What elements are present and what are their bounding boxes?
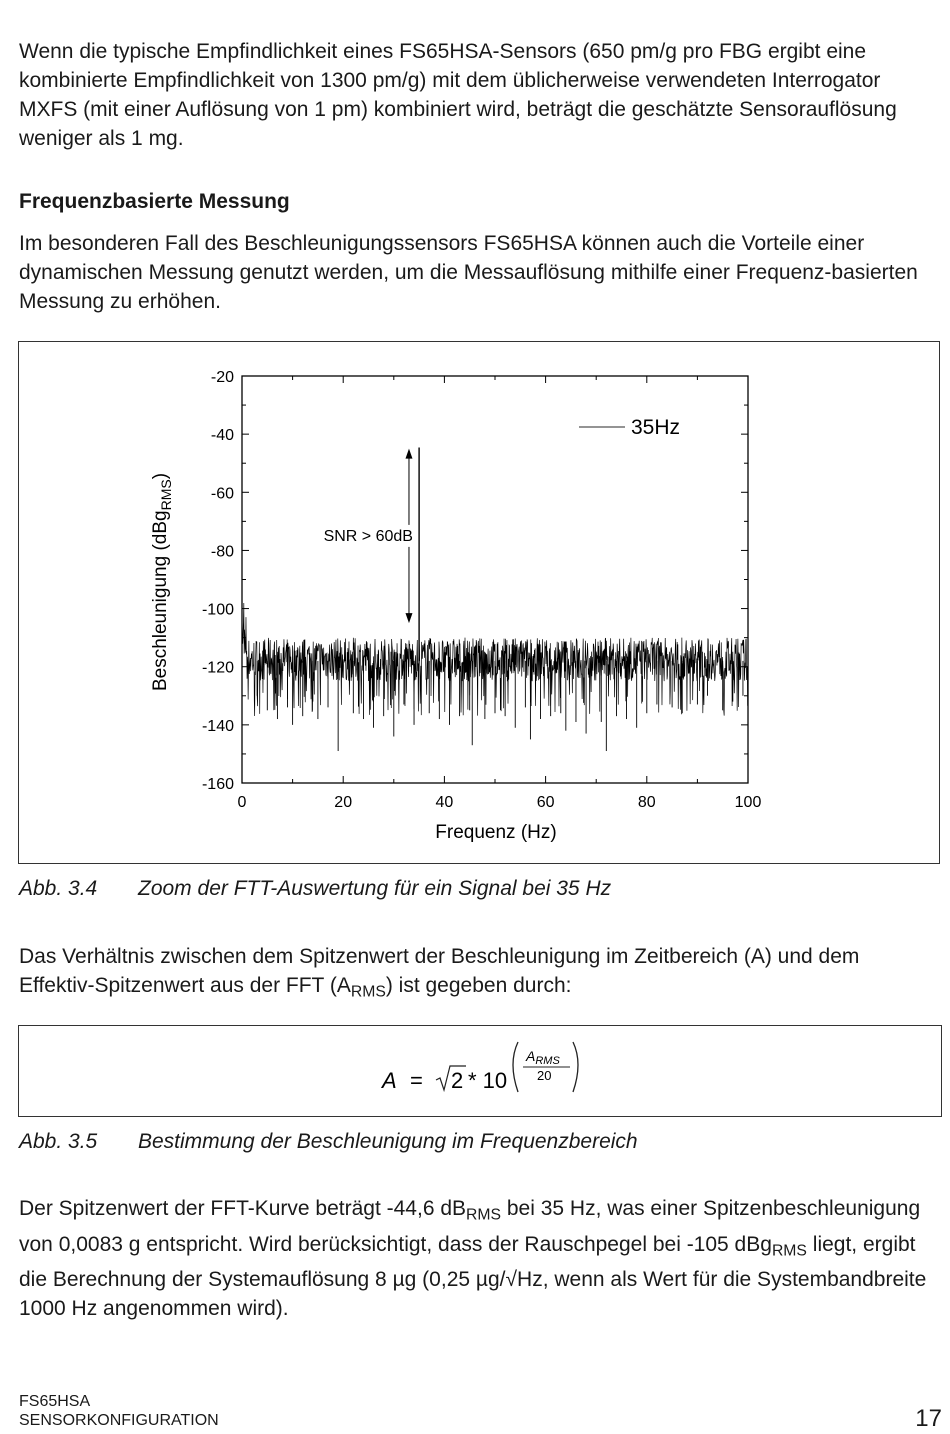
x-axis-ticks	[238, 376, 762, 811]
eq-exp-num: $A_{RMS}$	[526, 1048, 560, 1067]
x-tick-label: 60	[536, 794, 555, 811]
figure2-caption	[19, 1130, 638, 1154]
y-tick-label: -120	[201, 659, 234, 677]
y-tick-label: -60	[210, 485, 234, 503]
page-number: 17	[915, 1405, 942, 1432]
eq-exp-den: 20	[537, 1068, 552, 1083]
fft-chart	[18, 341, 940, 864]
footer-chapter: SENSORKONFIGURATION	[19, 1412, 219, 1429]
eq-times: * 10	[468, 1068, 508, 1093]
x-tick-label: 100	[734, 794, 762, 811]
equation	[370, 1036, 600, 1110]
x-tick-label: 0	[237, 794, 247, 811]
figure1-caption-number: Abb. 3.4	[19, 877, 98, 900]
conclusion-paragraph: Der Spitzenwert der FFT-Kurve beträgt -44,6 $dB_{RMS}$ bei 35 Hz, was einer Spitzenbeschleunigung von 0,0083 g entspricht. Wird berücksichtigt, dass der Rauschpegel bei -105 dBg$_{RMS}$ liegt, ergibt die Berechnung der Systemauflösung 8 µg (0,25 µg/√Hz, wenn als Wert für die Systembandbreite 1000 Hz angenommen wird).	[19, 1197, 927, 1321]
x-tick-label: 80	[637, 794, 656, 811]
paren-right	[573, 1042, 578, 1092]
section-heading: Frequenzbasierte Messung	[19, 190, 290, 213]
x-axis-label: Frequenz (Hz)	[435, 822, 557, 843]
y-tick-label: -40	[210, 427, 234, 445]
x-tick-label: 20	[334, 794, 353, 811]
noise-floor-trace	[242, 603, 748, 751]
eq-equals: =	[410, 1068, 423, 1093]
x-tick-label: 40	[435, 794, 454, 811]
legend-label: 35Hz	[631, 416, 681, 439]
figure2-caption-number: Abb. 3.5	[19, 1130, 98, 1153]
snr-label: SNR > 60dB	[323, 527, 413, 545]
intro-paragraph: Wenn die typische Empfindlichkeit eines FS65HSA-Sensors (650 pm/g pro FBG ergibt eine kombinierte Empfindlichkeit von 1300 pm/g) mit dem üblicherweise verwendeten Interrogator MXFS (mit einer Auflösung von 1 pm) kombiniert wird, beträgt die geschätzte Sensorauflösung weniger als 1 mg.	[19, 40, 897, 150]
figure1-caption-text: Zoom der FTT-Auswertung für ein Signal bei 35 Hz	[138, 877, 612, 900]
y-tick-label: -20	[210, 369, 234, 386]
paren-left	[513, 1042, 518, 1092]
y-tick-label: -80	[210, 543, 234, 561]
section-paragraph: Im besonderen Fall des Beschleunigungssensors FS65HSA können auch die Vorteile einer dynamischen Messung genutzt werden, um die Messauflösung mithilfe einer Frequenz-basierten Messung zu erhöhen.	[19, 232, 918, 313]
y-tick-label: -140	[201, 717, 234, 735]
y-tick-label: -160	[201, 776, 234, 793]
y-axis-label: Beschleunigung (dBg$_{RMS}$)	[150, 472, 174, 692]
footer-doc-info	[19, 1392, 219, 1430]
figure2-caption-text: Bestimmung der Beschleunigung im Frequenzbereich	[138, 1130, 638, 1153]
y-tick-label: -100	[201, 601, 234, 619]
eq-sqrt-arg: 2	[451, 1068, 464, 1093]
ratio-paragraph: Das Verhältnis zwischen dem Spitzenwert der Beschleunigung im Zeitbereich (A) und dem Effektiv-Spitzenwert aus der FFT $(A_{RMS})$ ist gegeben durch:	[19, 945, 860, 1001]
eq-lhs: A	[382, 1068, 397, 1093]
figure1-caption	[19, 877, 611, 901]
footer-product: FS65HSA	[19, 1393, 91, 1410]
